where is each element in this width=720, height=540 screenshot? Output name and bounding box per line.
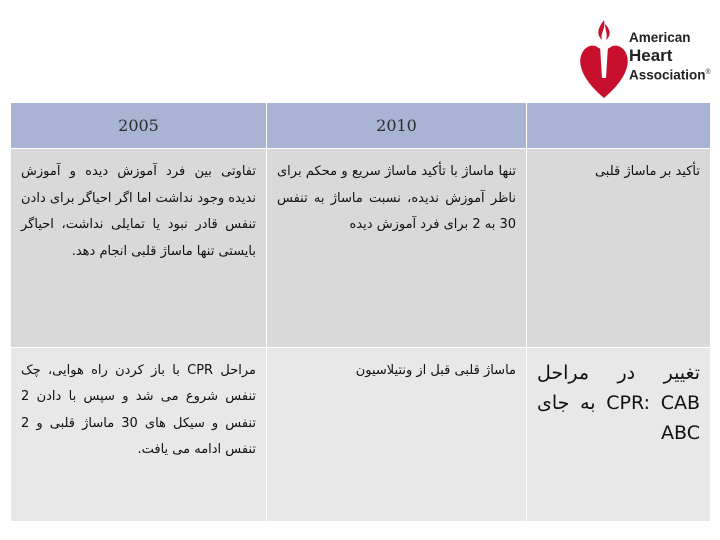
logo-line-association: Association® [629,67,711,83]
header-2005: 2005 [11,103,267,149]
heart-torch-icon [578,16,630,108]
registered-mark: ® [705,69,711,76]
header-2010: 2010 [267,103,527,149]
cell-2005-row2: مراحل CPR با باز کردن راه هوایی، چک تنفس شروع می شد و سپس با دادن 2 تنفس و سیکل های 30 ماساژ قلبی و 2 تنفس ادامه می یافت. [21,362,257,458]
cpr-comparison-table [10,102,711,522]
cell-topic-row1: تأکید بر ماساژ قلبی [594,164,700,180]
cell-2010-row2: ماساژ قلبی قبل از ونتیلاسیون [355,362,516,378]
table-header-row [11,103,711,149]
cell-2010-row1: تنها ماساژ با تأکید ماساژ سریع و محکم برای ناظر آموزش ندیده، نسبت ماساژ به تنفس 30 به 2 برای فرد آموزش دیده [277,164,516,233]
logo-line-american: American [629,30,691,45]
logo-line-heart: Heart [629,46,673,65]
table-row [11,347,711,521]
cell-2005-row1: تفاوتی بین فرد آموزش دیده و آموزش ندیده وجود نداشت اما اگر احیاگر برای دادن تنفس قادر نبود یا تمایلی نداشت، احیاگر بایستی تنها ماساژ قلبی انجام دهد. [21,164,256,259]
header-topic [527,103,711,149]
table-row [11,149,711,347]
aha-logo [578,16,718,108]
cell-topic-row2: تغییر در مراحل CPR: CAB به جای ABC [537,361,700,444]
